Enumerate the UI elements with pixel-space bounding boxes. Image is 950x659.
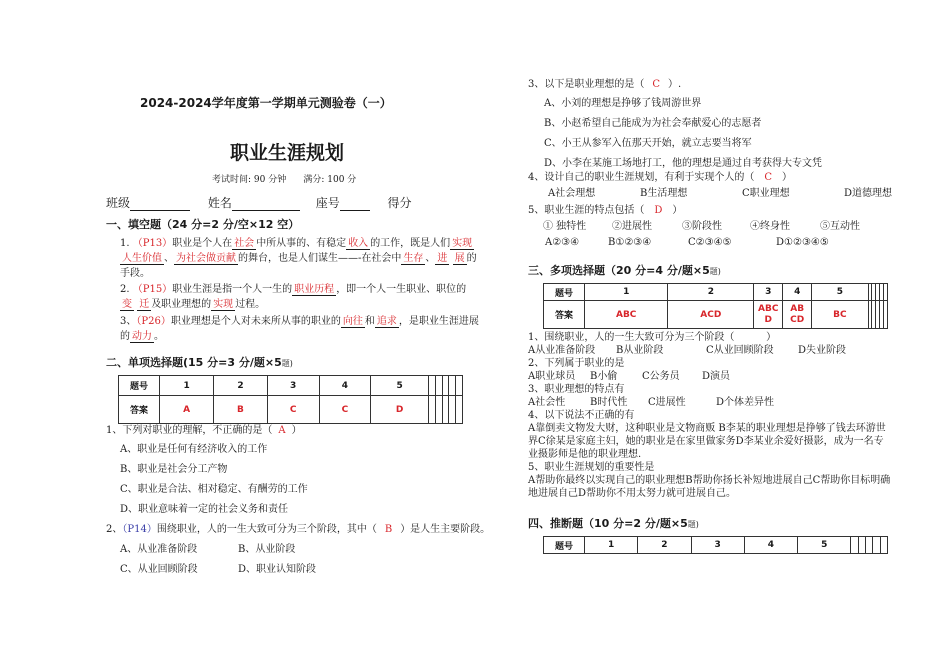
choice-option[interactable]: C②③④⑤ [688,237,732,248]
multi-question-5: 5、职业生涯规划的重要性是 [528,462,655,473]
student-info-line [106,194,412,211]
multi-question-2: 2、下列属于职业的是 [528,358,625,369]
table-cell [428,376,435,396]
answer-blank[interactable]: 社会 [234,238,255,249]
table-row-label: 答案 [119,396,160,424]
answer-cell[interactable] [435,396,442,424]
feature-item: ②进展性 [612,221,652,232]
exam-meta: 考试时间: 90 分钟 满分: 100 分 [212,175,357,185]
table-row-label: 答案 [544,301,585,329]
answer-cell[interactable] [428,396,435,424]
table-cell [865,537,872,554]
multi-choice-answer-table [543,283,888,329]
choice-option[interactable]: D、职业认知阶段 [238,564,317,575]
choice-question-2: 2、（P14）围绕职业，人的一生大致可分为三个阶段，其中（ B ）是人生主要阶段。 [106,524,491,535]
table-cell [442,376,449,396]
multi-question-4: 4、以下说法不正确的有 [528,410,635,421]
choice-option[interactable]: A、从业准备阶段 [120,544,198,555]
choice-question-5: 5、职业生涯的特点包括（ D ） [528,205,683,216]
choice-option[interactable]: B小偷 [590,371,618,382]
choice-option[interactable]: D个体差异性 [716,397,775,408]
answer-blank[interactable]: 生存 [403,253,424,264]
table-cell [884,284,888,301]
answer-blank[interactable]: 展 [454,253,465,264]
multi-question-5-text: 地进展自己D帮助你不用太努力就可进展自己。 [528,488,737,499]
class-label: 班级 [106,196,131,210]
table-cell: 4 [319,376,371,396]
table-cell: 1 [585,284,668,301]
choice-option[interactable]: A从业准备阶段 [528,345,596,356]
choice-option[interactable]: D、小李在某施工场地打工，他的理想是通过自考获得大专文凭 [544,158,823,169]
answer-cell[interactable]: ABC [585,301,668,329]
answer-blank[interactable]: 追求 [376,316,397,327]
answer-blank[interactable]: 向往 [342,316,363,327]
table-cell: 2 [214,376,268,396]
answer-blank[interactable]: 进 [437,253,448,264]
choice-option[interactable]: B①②③④ [608,237,652,248]
table-cell: 3 [691,537,744,554]
choice-option[interactable]: C进展性 [648,397,686,408]
choice-option[interactable]: A、职业是任何有经济收入的工作 [120,444,268,455]
choice-option[interactable]: A社会理想 [548,188,596,199]
multi-question-1: 1、围绕职业，人的一生大致可分为三个阶段（ ） [528,332,777,343]
choice-question-3: 3、以下是职业理想的是（ C ）. [528,79,682,90]
answer-cell[interactable]: AB CD [783,301,812,329]
answer-cell[interactable] [884,301,888,329]
multi-question-4-text: 界C徐某是家庭主妇，她的职业是在家里做家务D李某业余爱好摄影，成为一名专 [528,436,884,447]
choice-option[interactable]: C职业理想 [742,188,790,199]
class-field[interactable] [130,210,190,211]
answer-cell[interactable] [456,396,463,424]
table-cell: 5 [812,284,868,301]
answer-cell[interactable]: A [160,396,214,424]
table-cell: 2 [638,537,691,554]
multi-question-4-text: 业摄影师是他的职业理想. [528,449,642,460]
feature-item: ⑤互动性 [820,221,860,232]
choice-question-4: 4、设计自己的职业生涯规划，有利于实现个人的（ C ） [528,172,793,183]
exam-title: 2024-2024学年度第一学期单元测验卷（一） [140,96,392,110]
answer-blank[interactable]: 变 [122,299,132,310]
table-cell: 5 [371,376,429,396]
choice-option[interactable]: D、职业意味着一定的社会义务和责任 [120,504,289,515]
answer-cell[interactable]: ABC D [754,301,783,329]
answer-blank[interactable]: 迁 [139,299,150,310]
answer-cell[interactable] [449,396,456,424]
choice-option[interactable]: A职业球员 [528,371,576,382]
multi-question-5-text: A帮助你最终以实现自己的职业理想B帮助你扬长补短地进展自己C帮助你目标明确 [528,475,891,486]
feature-item: ① 独特性 [543,221,587,232]
judgement-answer-table [543,536,888,554]
choice-option[interactable]: A社会性 [528,397,566,408]
choice-option[interactable]: C、从业回顾阶段 [120,564,198,575]
answer-cell[interactable]: ACD [668,301,754,329]
table-cell [873,537,880,554]
subject-title: 职业生涯规划 [230,142,345,164]
seat-label: 座号 [315,196,340,210]
choice-option[interactable]: C从业回顾阶段 [706,345,774,356]
answer-cell[interactable]: B [214,396,268,424]
table-cell: 1 [160,376,214,396]
table-cell [435,376,442,396]
choice-option[interactable]: B、小赵希望自己能成为为社会奉献爱心的志愿者 [544,118,762,129]
table-cell: 5 [798,537,851,554]
section3-title: 三、多项选择题（20 分=4 分/题×5题) [528,264,721,277]
table-cell: 3 [267,376,319,396]
table-row-label: 题号 [544,284,585,301]
table-cell [456,376,463,396]
name-field[interactable] [232,210,300,211]
fill-question-3: 3、（P26）职业理想是个人对未来所从事的职业的 向往 和 追求 ，是职业生涯进展的 动力 。 [120,316,479,342]
choice-option[interactable]: B生活理想 [640,188,688,199]
answer-cell[interactable]: C [267,396,319,424]
multi-question-4-text: A靠倒卖文物发大财，这种职业是文物商贩 B李某的职业理想是挣够了钱去环游世 [528,423,886,434]
table-cell: 1 [585,537,638,554]
choice-option[interactable]: C、职业是合法、相对稳定、有酬劳的工作 [120,484,308,495]
table-row-label: 题号 [544,537,585,554]
choice-option[interactable]: B时代性 [590,397,628,408]
choice-option[interactable]: C公务员 [642,371,680,382]
choice-option[interactable]: D演员 [702,371,731,382]
table-cell: 3 [754,284,783,301]
answer-cell[interactable]: C [319,396,371,424]
answer-blank[interactable]: 动力 [132,331,152,342]
section4-title: 四、推断题（10 分=2 分/题×5题) [528,517,699,530]
answer-blank[interactable]: 职业历程 [294,284,335,295]
table-cell: 2 [668,284,754,301]
choice-option[interactable]: D失业阶段 [798,345,847,356]
table-row-label: 题号 [119,376,160,396]
table-cell [851,537,858,554]
feature-item: ④终身性 [750,221,790,232]
choice-option[interactable]: A、小刘的理想是挣够了钱周游世界 [544,98,702,109]
answer-cell[interactable]: BC [812,301,868,329]
answer-cell[interactable] [442,396,449,424]
answer-blank[interactable]: 实现 [452,238,473,249]
choice-option[interactable]: B、职业是社会分工产物 [120,464,228,475]
score-label: 得分 [387,196,412,210]
choice-option[interactable]: D①②③④⑤ [776,237,829,248]
answer-cell[interactable]: D [371,396,429,424]
table-cell: 4 [744,537,797,554]
table-cell [858,537,865,554]
choice-option[interactable]: D道德理想 [844,188,893,199]
section2-title: 二、单项选择题(15 分=3 分/题×5题) [106,356,293,369]
choice-option[interactable]: B、从业阶段 [238,544,296,555]
section1-title: 一、填空题（24 分=2 分/空×12 空） [106,218,300,231]
name-label: 姓名 [207,196,232,210]
fill-question-2: 2. （P15）职业生涯是指一个人一生的 职业历程 ，即一个人一生职业、职位的变 迁 及职业理想的 实现 过程。 [120,284,467,310]
choice-option[interactable]: A②③④ [545,237,580,248]
table-cell: 4 [783,284,812,301]
choice-option[interactable]: C、小王从参军入伍那天开始，就立志要当将军 [544,138,752,149]
answer-blank[interactable]: 收入 [348,238,369,249]
feature-item: ③阶段性 [682,221,722,232]
single-choice-answer-table [118,375,463,424]
table-cell [449,376,456,396]
fill-question-1: 1. （P13）职业是个人在 社会 中所从事的、有稳定 收入 的工作，既是人们 实现 人生价值 、 为社会做贡献 的舞台，也是人们谋生——-在社会中 生存 、 进 展 的手段。 [120,238,477,279]
table-cell [880,537,887,554]
answer-blank[interactable]: 人生价值 [122,253,162,264]
multi-question-3: 3、职业理想的特点有 [528,384,625,395]
choice-question-1: 1、下列对职业的理解，不正确的是（ A ） [106,425,302,436]
seat-field[interactable] [340,210,370,211]
answer-blank[interactable]: 为社会做贡献 [176,253,236,264]
choice-option[interactable]: B从业阶段 [616,345,664,356]
answer-blank[interactable]: 实现 [213,299,234,310]
